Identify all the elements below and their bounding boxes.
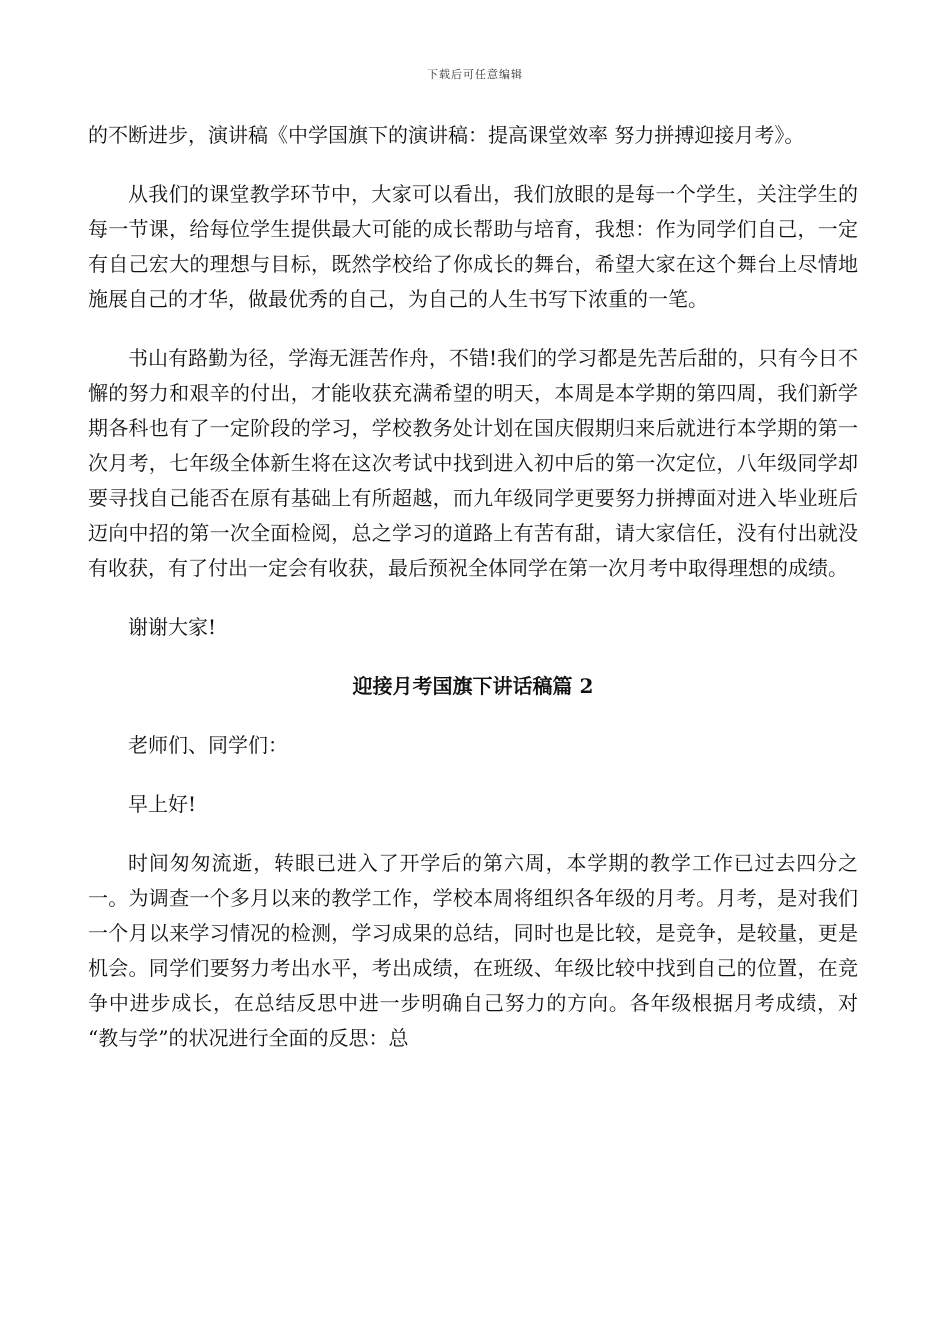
greeting: 早上好! (128, 792, 197, 816)
header-note: 下载后可任意编辑 (427, 68, 523, 81)
section-title: 迎接月考国旗下讲话稿篇 2 (352, 674, 594, 698)
paragraph-continued: 的不断进步，演讲稿《中学国旗下的演讲稿：提高课堂效率 努力拼搏迎接月考》。 (88, 123, 805, 147)
paragraph: 从我们的课堂教学环节中，大家可以看出，我们放眼的是每一个学生，关注学生的每一节课，给每位学生提供最大可能的成长帮助与培育，我想：作为同学们自己，一定有自己宏大的理想与目标，既然学校给了你成长的舞台，希望大家在这个舞台上尽情地施展自己的才华，做最优秀的自己，为自己的人生书写下浓重的一笔。 (88, 182, 858, 311)
paragraph: 书山有路勤为径，学海无涯苦作舟，不错!我们的学习都是先苦后甜的，只有今日不懈的努力和艰辛的付出，才能收获充满希望的明天，本周是本学期的第四周，我们新学期各科也有了一定阶段的学习，学校教务处计划在国庆假期归来后就进行本学期的第一次月考，七年级全体新生将在这次考试中找到进入初中后的第一次定位，八年级同学却要寻找自己能否在原有基础上有所超越，而九年级同学更要努力拼搏面对进入毕业班后迈向中招的第一次全面检阅，总之学习的道路上有苦有甜，请大家信任，没有付出就没有收获，有了付出一定会有收获，最后预祝全体同学在第一次月考中取得理想的成绩。 (88, 346, 858, 580)
salutation: 老师们、同学们： (128, 733, 288, 757)
document-body (88, 118, 858, 1080)
paragraph: 时间匆匆流逝，转眼已进入了开学后的第六周，本学期的教学工作已过去四分之一。为调查一个多月以来的教学工作，学校本周将组织各年级的月考。月考，是对我们一个月以来学习情况的检测，学习成果的总结，同时也是比较，是竞争，是较量，更是机会。同学们要努力考出水平，考出成绩，在班级、年级比较中找到自己的位置，在竞争中进步成长，在总结反思中进一步明确自己努力的方向。各年级根据月考成绩，对 “教与学”的状况进行全面的反思：总 (88, 851, 858, 1050)
closing-thanks: 谢谢大家! (128, 615, 217, 639)
